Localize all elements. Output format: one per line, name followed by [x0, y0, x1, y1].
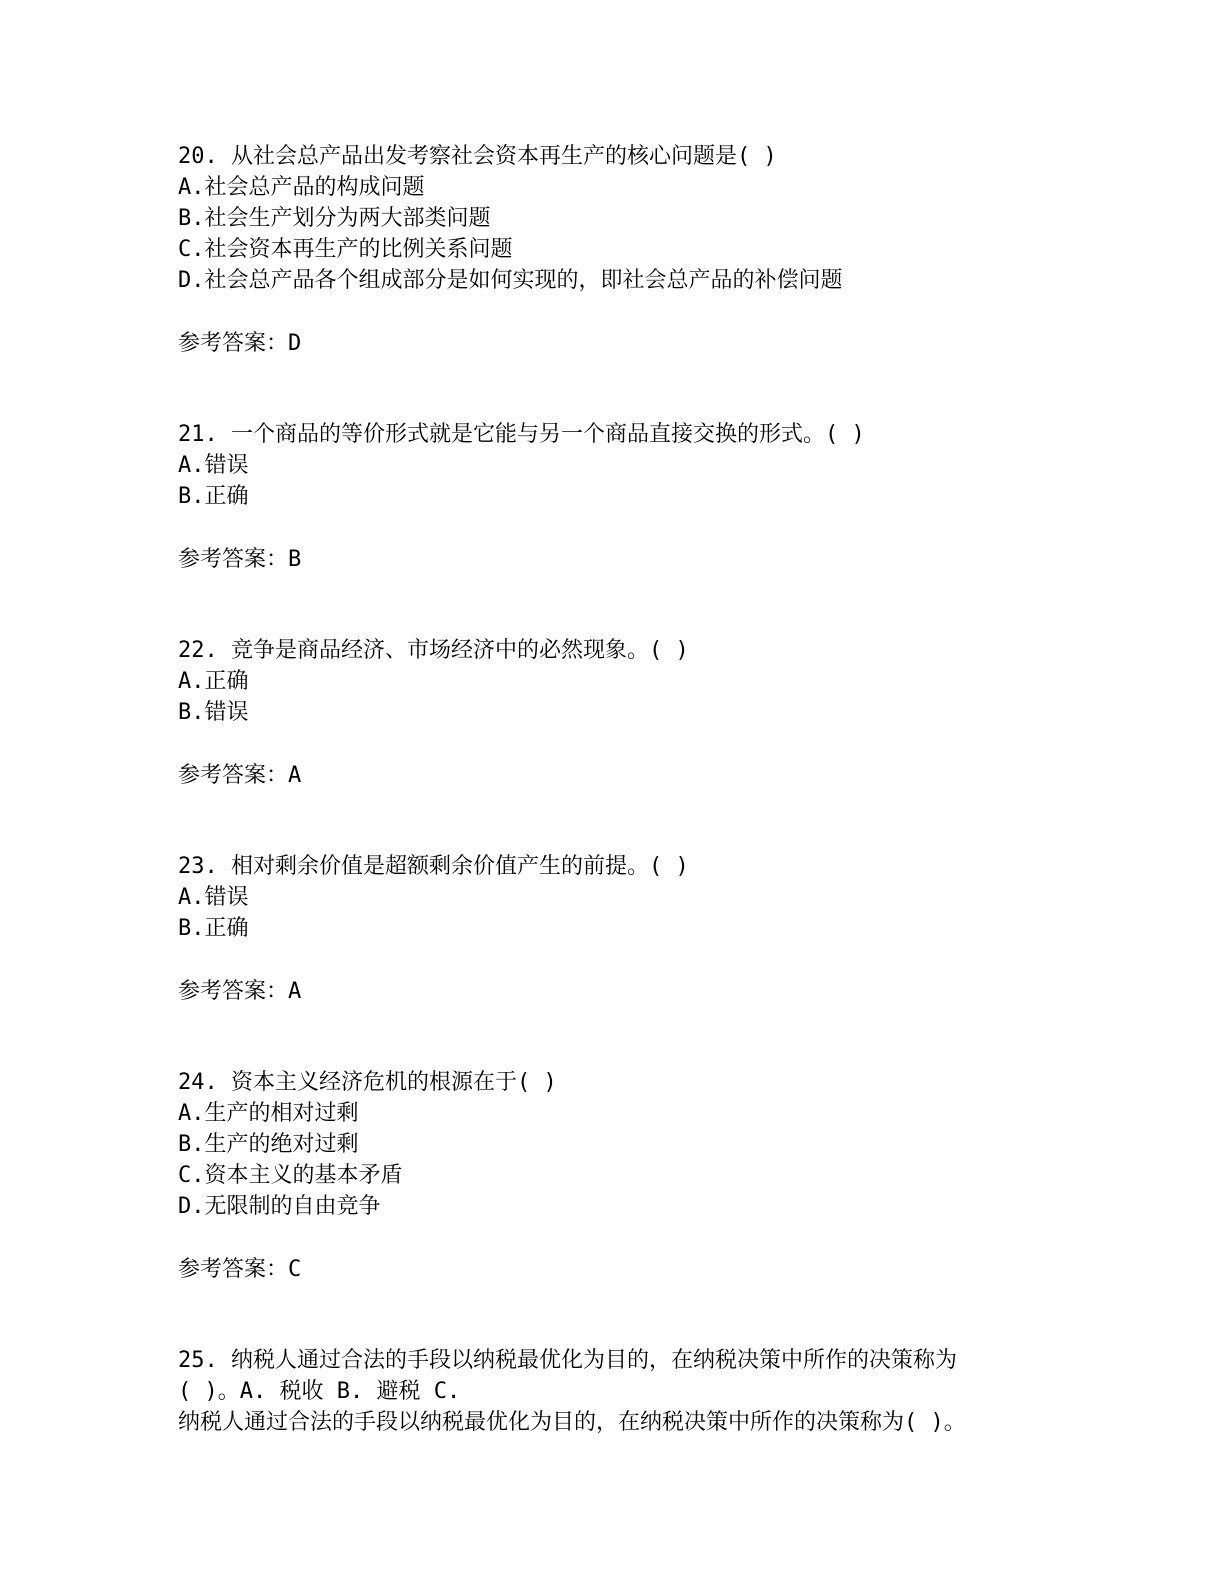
option-d: D.社会总产品各个组成部分是如何实现的，即社会总产品的补偿问题: [178, 268, 843, 293]
option-a: A.错误: [178, 453, 249, 478]
option-a: A.错误: [178, 885, 249, 910]
question-stem: 20. 从社会总产品出发考察社会资本再生产的核心问题是( ): [178, 144, 777, 169]
option-b: B.正确: [178, 484, 249, 509]
question-22: [178, 635, 1178, 791]
option-a: A.生产的相对过剩: [178, 1101, 359, 1126]
option-b: B.错误: [178, 700, 249, 725]
question-stem: 23. 相对剩余价值是超额剩余价值产生的前提。( ): [178, 854, 689, 879]
reference-answer: 参考答案：A: [178, 763, 302, 788]
question-21: [178, 419, 1178, 575]
question-24: [178, 1067, 1178, 1285]
option-d: D.无限制的自由竞争: [178, 1194, 381, 1219]
reference-answer: 参考答案：A: [178, 979, 302, 1004]
option-c: C.社会资本再生产的比例关系问题: [178, 237, 513, 262]
question-23: [178, 851, 1178, 1007]
reference-answer: 参考答案：C: [178, 1257, 302, 1282]
question-25: [178, 1345, 1178, 1438]
question-stem: 24. 资本主义经济危机的根源在于( ): [178, 1070, 557, 1095]
question-stem-repeat: 纳税人通过合法的手段以纳税最优化为目的，在纳税决策中所作的决策称为( )。: [178, 1410, 966, 1435]
option-b: B.社会生产划分为两大部类问题: [178, 206, 491, 231]
reference-answer: 参考答案：D: [178, 331, 302, 356]
option-b: B.正确: [178, 916, 249, 941]
option-c: C.资本主义的基本矛盾: [178, 1163, 403, 1188]
reference-answer: 参考答案：B: [178, 547, 302, 572]
question-stem: 22. 竞争是商品经济、市场经济中的必然现象。( ): [178, 638, 689, 663]
question-20: [178, 141, 1178, 359]
option-a: A.社会总产品的构成问题: [178, 175, 425, 200]
option-a: A.正确: [178, 669, 249, 694]
question-stem: 25. 纳税人通过合法的手段以纳税最优化为目的，在纳税决策中所作的决策称为: [178, 1348, 957, 1373]
option-b: B.生产的绝对过剩: [178, 1132, 359, 1157]
question-options-inline: ( )。A. 税收 B. 避税 C.: [178, 1379, 461, 1404]
question-stem: 21. 一个商品的等价形式就是它能与另一个商品直接交换的形式。( ): [178, 422, 865, 447]
document-page: [178, 141, 1178, 1498]
